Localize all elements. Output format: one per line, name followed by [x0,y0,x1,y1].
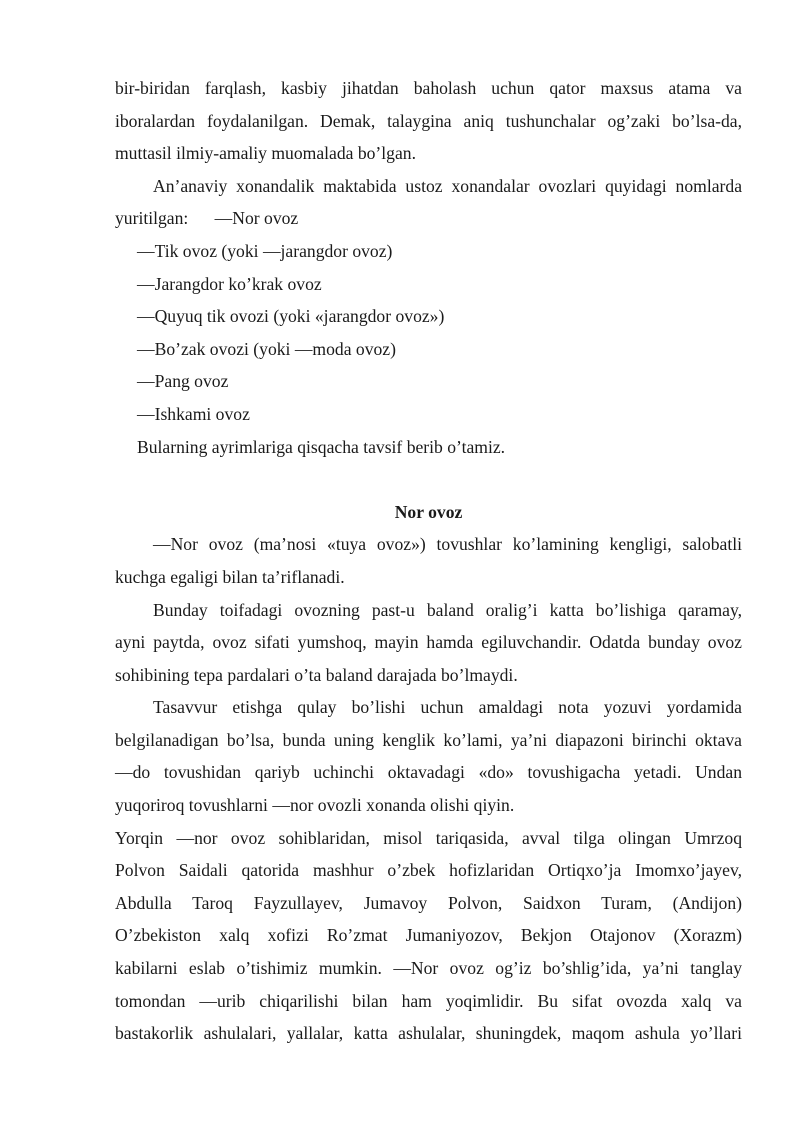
list-item: —Quyuq tik ovozi (yoki «jarangdor ovoz») [137,306,445,327]
paragraph-line: bir-biridan farqlash, kasbiy jihatdan baholash uchun qator maxsus atama va [115,78,742,98]
paragraph-line: muttasil ilmiy-amaliy muomalada bo’lgan. [115,143,416,164]
paragraph-line: Polvon Saidali qatorida mashhur o’zbek hofizlaridan Ortiqxo’ja Imomxo’jayev, [115,860,742,881]
paragraph-line: Tasavvur etishga qulay bo’lishi uchun amaldagi nota yozuvi yordamida [153,697,742,718]
spacer [115,463,742,496]
list-item: —Tik ovoz (yoki —jarangdor ovoz) [137,240,393,261]
paragraph-line: Yorqin —nor ovoz sohiblaridan, misol tariqasida, avval tilga olingan Umrzoq [115,827,742,848]
list-item: —Ishkami ovoz [137,403,250,424]
paragraph-line: iboralardan foydalanilgan. Demak, talaygina aniq tushunchalar og’zaki bo’lsa-da, [115,110,742,131]
list-item: —Jarangdor ko’krak ovoz [137,273,322,294]
paragraph-line: Bularning ayrimlariga qisqacha tavsif berib o’tamiz. [137,436,506,457]
list-item: —Bo’zak ovozi (yoki —moda ovoz) [137,338,396,359]
section-heading: Nor ovoz [394,501,463,522]
paragraph-line: Bunday toifadagi ovozning past-u baland oralig’i katta bo’lishiga qaramay, [153,599,742,620]
paragraph-line: kuchga egaligi bilan ta’riflanadi. [115,566,345,587]
paragraph-line: yuritilgan: —Nor ovoz [115,208,299,229]
list-item: —Pang ovoz [137,371,229,392]
paragraph-line: sohibining tepa pardalari o’ta baland darajada bo’lmaydi. [115,664,518,685]
paragraph-line: —Nor ovoz (ma’nosi «tuya ovoz») tovushlar ko’lamining kengligi, salobatli [153,534,742,555]
paragraph-line: belgilanadigan bo’lsa, bunda uning kenglik ko’lami, ya’ni diapazoni birinchi oktava [115,729,742,750]
paragraph-line: An’anaviy xonandalik maktabida ustoz xonandalar ovozlari quyidagi nomlarda [153,175,742,196]
paragraph-line: yuqoriroq tovushlarni —nor ovozli xonanda olishi qiyin. [115,795,515,816]
paragraph-line: ayni paytda, ovoz sifati yumshoq, mayin hamda egiluvchandir. Odatda bunday ovoz [115,632,742,653]
paragraph-line: tomondan —urib chiqarilishi bilan ham yoqimlidir. Bu sifat ovozda xalq va [115,990,742,1011]
paragraph-line: Abdulla Taroq Fayzullayev, Jumavoy Polvon, Saidxon Turam, (Andijon) [115,892,742,913]
paragraph-line: —do tovushidan qariyb uchinchi oktavadagi «do» tovushigacha yetadi. Undan [115,762,742,783]
paragraph-line: O’zbekiston xalq xofizi Ro’zmat Jumaniyozov, Bekjon Otajonov (Xorazm) [115,925,742,946]
paragraph-line: kabilarni eslab o’tishimiz mumkin. —Nor ovoz og’iz bo’shlig’ida, ya’ni tanglay [115,958,742,979]
paragraph-line: bastakorlik ashulalari, yallalar, katta ashulalar, shuningdek, maqom ashula yo’llari [115,1023,742,1044]
